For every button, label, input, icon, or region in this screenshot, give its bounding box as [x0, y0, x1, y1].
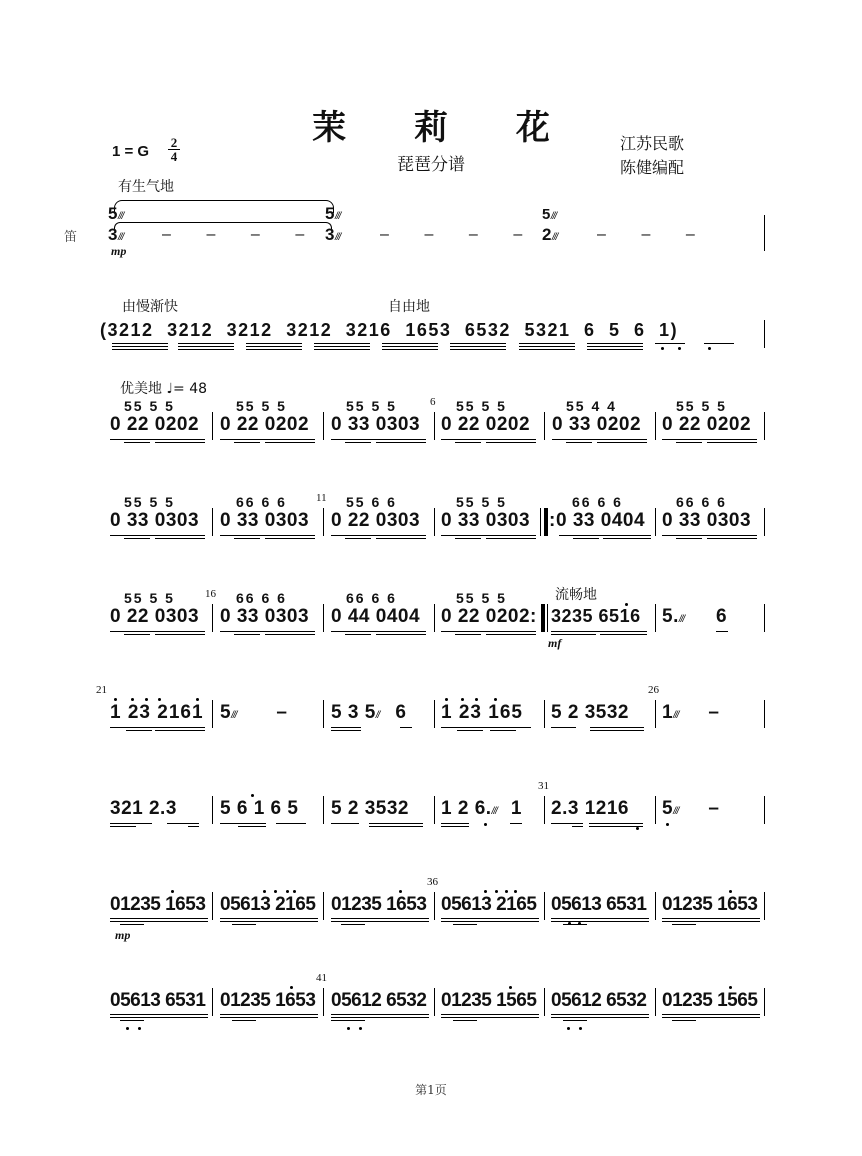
- time-signature: 2 4: [168, 136, 180, 163]
- dynamic-mf: mf: [548, 636, 562, 650]
- note-upper: 5///: [108, 204, 124, 223]
- dynamic-mp: mp: [111, 244, 127, 258]
- note-lower: 3///: [108, 225, 124, 244]
- dynamic-mp-2: mp: [115, 928, 131, 942]
- expression-intro: 有生气地: [118, 179, 174, 195]
- dash: – – –: [597, 226, 695, 243]
- barline: [764, 215, 765, 251]
- instrument-label: 笛: [64, 230, 78, 245]
- expression-free: 自由地: [388, 299, 430, 315]
- tie-slur: [114, 200, 334, 213]
- note-upper: 5///: [542, 206, 557, 223]
- key-signature: 1 = G: [112, 143, 150, 160]
- page-number: 第1页: [415, 1083, 447, 1097]
- note-lower: 3///: [325, 225, 341, 244]
- dash: – – – –: [380, 226, 523, 243]
- score-subtitle: 琵琶分谱: [397, 155, 465, 175]
- origin-credit: 江苏民歌: [620, 134, 685, 153]
- note-upper: 5///: [325, 204, 341, 223]
- note-lower: 2///: [542, 225, 558, 244]
- expression-fluent: 流畅地: [555, 587, 597, 603]
- expression-graceful: 优美地 ♩= 48: [120, 381, 208, 397]
- intro-phrase: (3212 3212 3212 3212 3216 1653 6532 5321 6 5 6 1): [100, 320, 679, 340]
- barline: [764, 320, 765, 348]
- score-title: 茉 莉 花: [312, 108, 578, 148]
- arranger-credit: 陈健编配: [620, 158, 685, 177]
- dash: – – – –: [162, 226, 305, 243]
- expression-accel: 由慢渐快: [122, 299, 178, 315]
